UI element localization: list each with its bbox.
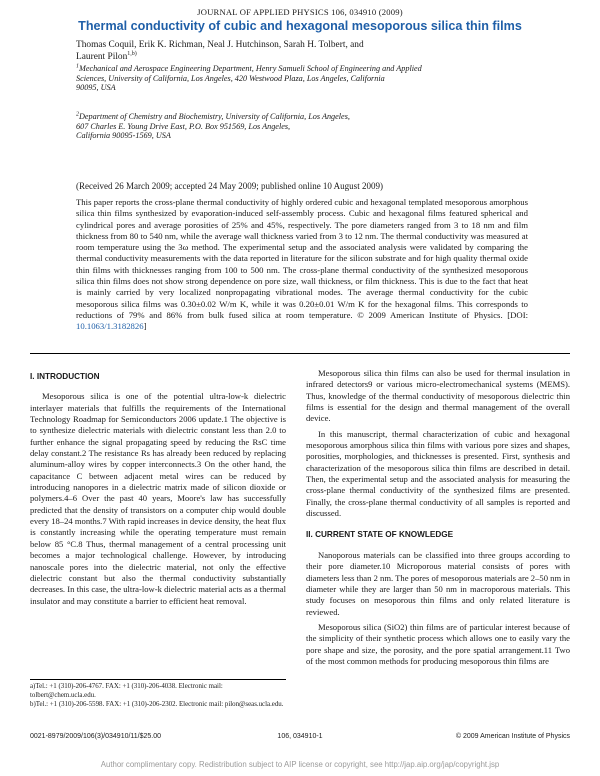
section-heading-introduction: I. INTRODUCTION bbox=[30, 372, 100, 381]
paper-title: Thermal conductivity of cubic and hexagonal mesoporous silica thin films bbox=[78, 19, 522, 33]
doi-link[interactable]: 10.1063/1.3182826 bbox=[76, 321, 144, 332]
paragraph-classification: Nanoporous materials can be classified into three groups according to their pore diameter.10 Microporous material consists of pores with diameters less than 2 nm. The pores of mesoporous materials are 2–50 nm in diameter while they are larger than 50 nm in macroporous materials. This study focuses on mesoporous thin films and only related literature is reviewed. bbox=[306, 549, 570, 617]
footnote-b: b)Tel.: +1 (310)-206-5598. FAX: +1 (310)-206-2302. Electronic mail: pilon@seas.ucla.edu. bbox=[30, 700, 284, 708]
author-line-2: Laurent Pilon$^{1,b)}$ bbox=[76, 50, 137, 62]
paragraph-mems: Mesoporous silica thin films can also be used for thermal insulation in infrared detectors9 or various micro-electromechanical systems (MEMS). Thus, knowledge of the thermal conductivity of mesoporous dielectric thin films is essential for the design and thermal management of the overall device. bbox=[306, 368, 570, 424]
footer-copyright: © 2009 American Institute of Physics bbox=[455, 733, 570, 740]
paragraph-manuscript: In this manuscript, thermal characterization of cubic and hexagonal mesoporous amorphous silica thin films with various pore sizes and shapes, porosities, morphologies, and thicknesses is presented. First, synthesis and characterization of the mesoporous silica thin films are described in detail. Then, the experimental setup and the associated analysis for measuring the cross-plane thermal conductivity of the synthesized films are presented. Finally, the cross-plane thermal conductivity of all samples is reported and discussed. bbox=[306, 428, 570, 519]
footnotes bbox=[30, 683, 286, 709]
section-heading-knowledge: II. CURRENT STATE OF KNOWLEDGE bbox=[306, 530, 454, 540]
right-column bbox=[306, 368, 570, 667]
journal-header: JOURNAL OF APPLIED PHYSICS 106, 034910 (2009) bbox=[197, 7, 403, 17]
copyright-notice: Author complimentary copy. Redistribution subject to AIP license or copyright, see http://jap.aip.org/jap/copyright.jsp bbox=[100, 760, 500, 769]
author-sup: 1,b) bbox=[127, 50, 137, 57]
left-column bbox=[30, 371, 286, 607]
paragraph-silica: Mesoporous silica (SiO2) thin films are of particular interest because of the simplicity of their synthetic process which allows one to easily vary the pore shape and size, the porosity, and the pore spatial arrangement.11 Two of the most common methods for producing mesoporous thin films are bbox=[306, 621, 570, 666]
footer-page: 106, 034910-1 bbox=[277, 733, 323, 740]
intro-paragraph-1: Mesoporous silica is one of the potential ultra-low-k dielectric interlayer materials that fulfills the requirements of the International Technology Roadmap for Semiconductors 2006 update.1 The objective is to synthesize dielectric materials with dielectric constant less than 2.0 to further enhance the signal propagating speed by reducing the RsC time delay constant.2 The resistance Rs has already been reduced by replacing aluminum-alloy wires by copper interconnects.3 On the other hand, the capacitance C between adjacent metal wires can be reduced by introducing nanopores in a dielectric matrix made of silicon dioxide or polymers.4–6 Over the past 40 years, Moore's law has successfully predicted that the density of transistors on a computer chip would double every 18–24 months.7 With rapid increases in device density, the heat flux is constantly increasing while the operating temperature must remain below 85 °C.8 Thus, thermal management of a central processing unit becomes a major technological challenge. However, by introducing nanoscale pores into the dielectric material, not only the effective dielectric constant but also the thermal conductivity substantially decreases. In this case, the ultra-low-k dielectric material acts as a thermal insulator and may constitute a barrier to efficient heat removal. bbox=[30, 391, 286, 606]
footnote-divider bbox=[30, 679, 286, 680]
affiliation-1: $^1$Mechanical and Aerospace Engineering Department, Henry Samueli School of Engineering and Applied Sciences, University of California, Los Angeles, 420 Westwood Plaza, Los Angeles, California 90095, USA bbox=[76, 63, 422, 93]
abstract: This paper reports the cross-plane thermal conductivity of highly ordered cubic and hexagonal templated mesoporous amorphous silica thin films synthesized by evaporation-induced self-assembly process. Cubic and hexagonal films featured spherical and cylindrical pores and average porosities of 25% and 45%, respectively. The pore diameters ranged from 3 to 18 nm and film thickness from 80 to 540 nm, while the average wall thickness varied from 3 to 12 nm. The thermal conductivity was measured at room temperature using the 3ω method. The experimental setup and the associated analysis were validated by comparing the thermal conductivity measurements with the data reported in literature for the silicon substrate and for high quality thermal oxide thin films with thicknesses ranging from 100 to 500 nm. The cross-plane thermal conductivity of the synthesized mesoporous silica thin films does not show strong dependence on pore size, wall thickness, or film thickness. This is due to the fact that heat is mainly carried by very localized nonpropagating vibrational modes. The average thermal conductivity for the cubic mesoporous silica films was 0.30±0.02 W/m K, while it was 0.20±0.01 W/m K for the hexagonal films. This corresponds to reductions of 79% and 86% from bulk fused silica at room temperature. © 2009 American Institute of Physics. [DOI: 10.1063/1.3182826] bbox=[76, 197, 528, 332]
footnote-a: a)Tel.: +1 (310)-206-4767. FAX: +1 (310)-206-4038. Electronic mail: tolbert@chem.ucla.edu. bbox=[30, 683, 223, 699]
footer-issn: 0021-8979/2009/106(3)/034910/11/$25.00 bbox=[30, 733, 162, 740]
received-dates: (Received 26 March 2009; accepted 24 May 2009; published online 10 August 2009) bbox=[76, 181, 383, 191]
author-line-1: Thomas Coquil, Erik K. Richman, Neal J. Hutchinson, Sarah H. Tolbert, and bbox=[76, 40, 364, 50]
author-list bbox=[76, 40, 466, 63]
section-divider bbox=[30, 353, 570, 354]
affiliation-2: $^2$Department of Chemistry and Biochemistry, University of California, Los Angeles, 607 Charles E. Young Drive East, P.O. Box 951569, Los Angeles, California 90095-1569, USA bbox=[76, 111, 350, 141]
